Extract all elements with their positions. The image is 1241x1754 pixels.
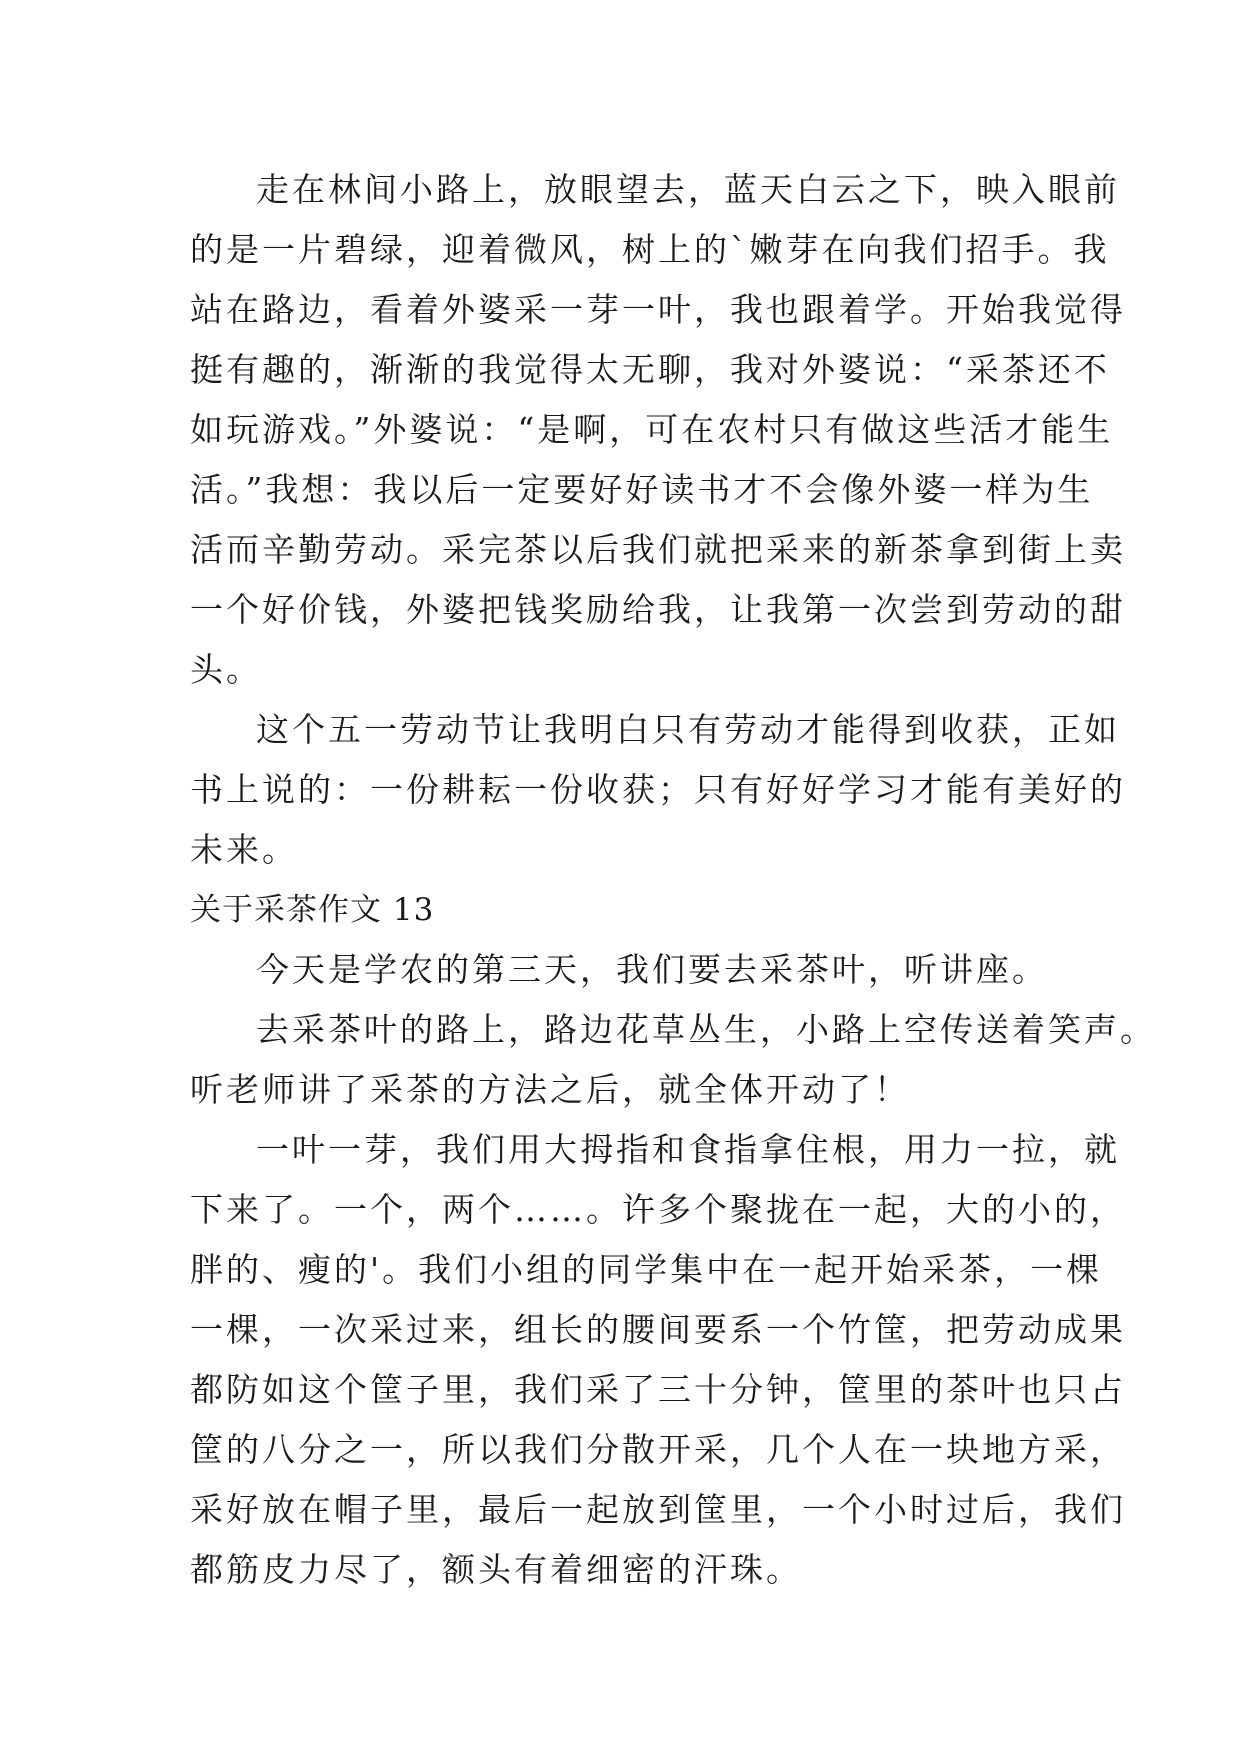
text-line: 下来了。一个，两个……。许多个聚拢在一起，大的小的， bbox=[190, 1190, 1126, 1229]
text-line: 听老师讲了采茶的方法之后，就全体开动了！ bbox=[190, 1070, 910, 1109]
paragraph-1 bbox=[190, 160, 1126, 700]
text-line: 今天是学农的第三天，我们要去采茶叶，听讲座。 bbox=[256, 950, 1048, 989]
text-line: 一棵，一次采过来，组长的腰间要系一个竹筐，把劳动成果 bbox=[190, 1310, 1126, 1349]
text-line: 采好放在帽子里，最后一起放到筐里，一个小时过后，我们 bbox=[190, 1490, 1126, 1529]
text-line: 的是一片碧绿，迎着微风，树上的`嫩芽在向我们招手。我 bbox=[190, 230, 1110, 269]
text-line: 这个五一劳动节让我明白只有劳动才能得到收获，正如 bbox=[256, 710, 1120, 749]
text-line: 活而辛勤劳动。采完茶以后我们就把采来的新茶拿到街上卖 bbox=[190, 530, 1126, 569]
text-line: 如玩游戏。”外婆说：“是啊，可在农村只有做这些活才能生 bbox=[190, 410, 1114, 449]
section-heading: 关于采茶作文 13 bbox=[190, 892, 435, 928]
text-line: 走在林间小路上，放眼望去，蓝天白云之下，映入眼前 bbox=[256, 170, 1120, 209]
text-line: 活。”我想：我以后一定要好好读书才不会像外婆一样为生 bbox=[190, 470, 1094, 509]
text-line: 头。 bbox=[190, 650, 262, 689]
text-line: 一个好价钱，外婆把钱奖励给我，让我第一次尝到劳动的甜 bbox=[190, 590, 1126, 629]
paragraph-4 bbox=[190, 1000, 1156, 1120]
text-line: 去采茶叶的路上，路边花草丛生，小路上空传送着笑声。 bbox=[256, 1010, 1156, 1049]
paragraph-3 bbox=[190, 940, 1050, 1000]
text-line: 都筋皮力尽了，额头有着细密的汗珠。 bbox=[190, 1550, 802, 1589]
paragraph-5 bbox=[190, 1120, 1126, 1600]
text-line: 胖的、瘦的'。我们小组的同学集中在一起开始采茶，一棵 bbox=[190, 1250, 1103, 1289]
text-line: 筐的八分之一，所以我们分散开采，几个人在一块地方采， bbox=[190, 1430, 1126, 1469]
text-line: 一叶一芽，我们用大拇指和食指拿住根，用力一拉，就 bbox=[256, 1130, 1120, 1169]
document-page bbox=[190, 160, 1156, 1600]
paragraph-2 bbox=[190, 700, 1126, 880]
text-line: 都防如这个筐子里，我们采了三十分钟，筐里的茶叶也只占 bbox=[190, 1370, 1126, 1409]
text-line: 书上说的：一份耕耘一份收获；只有好好学习才能有美好的 bbox=[190, 770, 1126, 809]
text-line: 挺有趣的，渐渐的我觉得太无聊，我对外婆说：“采茶还不 bbox=[190, 350, 1110, 389]
text-line: 未来。 bbox=[190, 830, 298, 869]
text-line: 站在路边，看着外婆采一芽一叶，我也跟着学。开始我觉得 bbox=[190, 290, 1126, 329]
